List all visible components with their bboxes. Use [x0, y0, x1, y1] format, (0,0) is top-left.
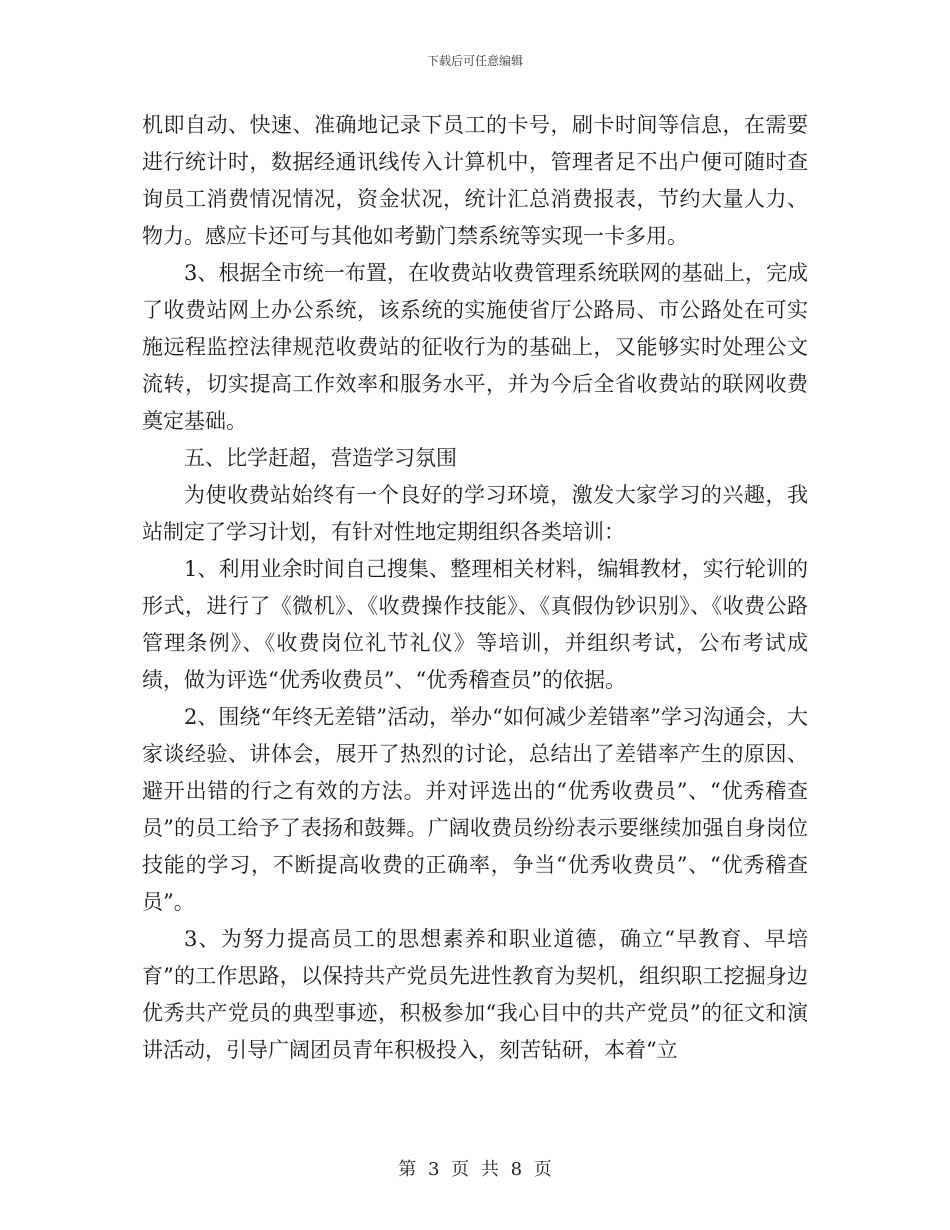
paragraph-item-3-ethics: 3、为努力提高员工的思想素养和职业道德，确立“早教育、早培育”的工作思路，以保持共产党员先进性教育为契机，组织职工挖掘身边优秀共产党员的典型事迹，积极参加“我心目中的共产党员”的征文和演讲活动，引导广阔团员青年积极投入，刻苦钻研，本着“立: [142, 927, 808, 1062]
paragraph-item-2-error-free: 2、围绕“年终无差错”活动，举办“如何减少差错率”学习沟通会，大家谈经验、讲体会，展开了热烈的讨论，总结出了差错率产生的原因、避开出错的行之有效的方法。并对评选出的“优秀收费员”、“优秀稽查员”的员工给予了表扬和鼓舞。广阔收费员纷纷表示要继续加强自身岗位技能的学习，不断提高收费的正确率，争当“优秀收费员”、“优秀稽查员”。: [142, 705, 808, 914]
paragraph-item-1-training: 1、利用业余时间自己搜集、整理相关材料，编辑教材，实行轮训的形式，进行了《微机》、《收费操作技能》、《真假伪钞识别》、《收费公路管理条例》、《收费岗位礼节礼仪》等培训，并组织考试，公布考试成绩，做为评选“优秀收费员”、“优秀稽查员”的依据。: [142, 557, 808, 692]
document-body: [142, 107, 808, 1069]
page-number-footer: 第 3 页 共 8 页: [398, 1159, 552, 1180]
page-header-note: 下载后可任意编辑: [426, 54, 523, 68]
section-heading-five: 五、比学赶超，营造学习氛围: [184, 446, 457, 470]
paragraph-continuation: 机即自动、快速、准确地记录下员工的卡号，刷卡时间等信息，在需要进行统计时，数据经通讯线传入计算机中，管理者足不出户便可随时查询员工消费情况情况，资金状况，统计汇总消费报表，节约大量人力、物力。感应卡还可与其他如考勤门禁系统等实现一卡多用。: [142, 113, 808, 248]
paragraph-learning-intro: 为使收费站始终有一个良好的学习环境，激发大家学习的兴趣，我站制定了学习计划，有针对性地定期组织各类培训：: [142, 483, 808, 544]
paragraph-item-3-network-office: 3、根据全市统一布置，在收费站收费管理系统联网的基础上，完成了收费站网上办公系统，该系统的实施使省厅公路局、市公路处在可实施远程监控法律规范收费站的征收行为的基础上，又能够实时处理公文流转，切实提高工作效率和服务水平，并为今后全省收费站的联网收费奠定基础。: [142, 261, 808, 433]
